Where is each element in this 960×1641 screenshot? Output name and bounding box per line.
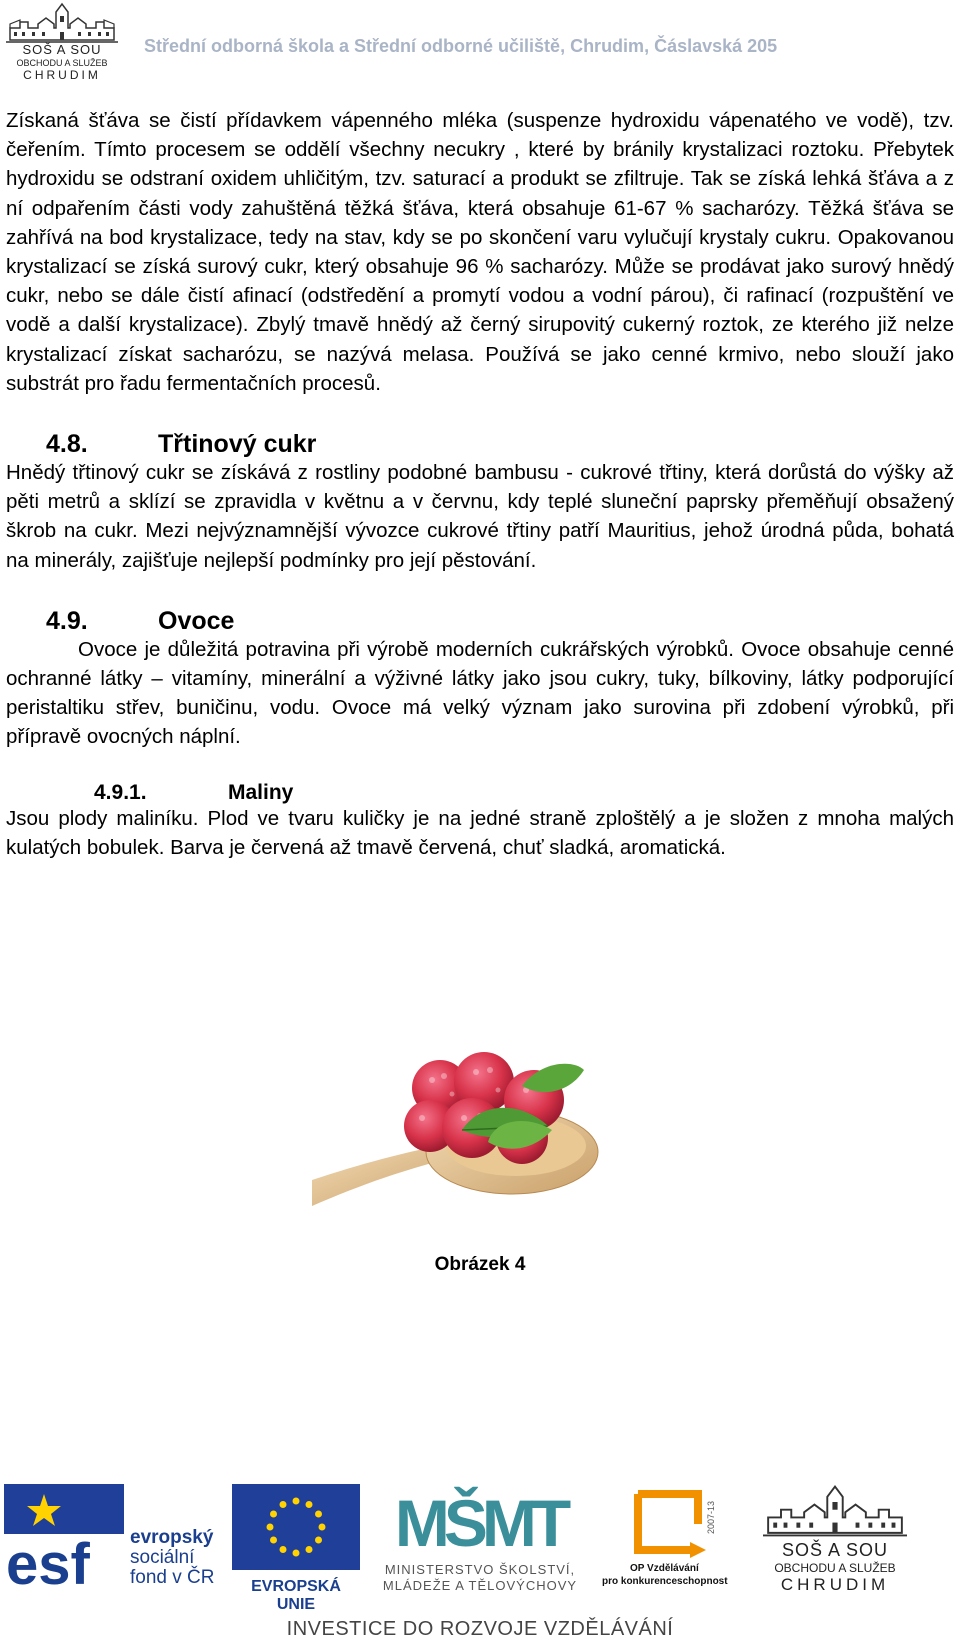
- msmt-logo-icon: [370, 1484, 590, 1554]
- investice-slogan: INVESTICE DO ROZVOJE VZDĚLÁVÁNÍ: [286, 1618, 674, 1640]
- paragraph-sugar-purification: Získaná šťáva se čistí přídavkem vápenného mléka (suspenze hydroxidu vápenatého ve vodě), tzv. čeřením. Tímto procesem se oddělí všechny necukry , které by bránily krystalizaci roztoku. Přebytek hydroxidu se odstraní oxidem uhličitým, tzv. saturací a produkt se zfiltruje. Tak se získá lehká šťáva a z ní odpařením části vody zahuštěná těžká šťáva, která obsahuje 61-67 % sacharózy. Těžká šťáva se zahřívá na bod krystalizace, tedy na stav, kdy se po skončení varu vylučují krystaly cukru. Opakovanou krystalizací se získá surový cukr, který obsahuje 96 % sacharózy. Může se prodávat jako surový hnědý cukr, nebo se dále čistí afinací (odstředění a promytí vodou a vodní párou), či rafinací (rozpuštění ve vodě a další krystalizace). Zbylý tmavě hnědý až černý sirupovitý cukerný roztok, ze kterého již nelze krystalizací získat sacharózu, se nazývá melasa. Používá se jako cenné krmivo, nebo slouží jako substrát pro řadu fermentačních procesů.: [6, 109, 954, 395]
- logo-text-line1: SOŠ A SOU: [22, 42, 102, 57]
- op-line1: OP Vzdělávání: [630, 1563, 699, 1574]
- svg-text:2007-13: 2007-13: [706, 1500, 716, 1534]
- logo-text-line3: CHRUDIM: [23, 68, 101, 82]
- svg-text:MŠMT: MŠMT: [394, 1486, 566, 1554]
- school-logo: [6, 2, 118, 82]
- eu-logo: [232, 1484, 362, 1613]
- svg-text:esf: esf: [6, 1532, 90, 1594]
- paragraph-fruit: Ovoce je důležitá potravina při výrobě moderních cukrářských výrobků. Ovoce obsahuje cenné ochranné látky – vitamíny, minerální a výživné látky jako jsou cukry, tuky, bílkoviny, látky podporující peristaltiku střev, buničinu, vodu. Ovoce má velký význam jako surovina při zdobení výrobků, při přípravě ovocných náplní.: [6, 637, 954, 749]
- document-body: [6, 106, 954, 862]
- chateau-logo-icon: [760, 1484, 910, 1538]
- sos-line1: SOŠ A SOU: [781, 1540, 889, 1560]
- sos-line2: OBCHODU A SLUŽEB: [774, 1561, 896, 1575]
- esf-logo: [4, 1484, 224, 1594]
- eu-label: EVROPSKÁ UNIE: [251, 1578, 341, 1613]
- page-header: [0, 0, 960, 84]
- op-line2: pro konkurenceschopnost: [602, 1576, 728, 1587]
- paragraph-raspberries: Jsou plody maliníku. Plod ve tvaru kuličky je na jedné straně zploštělý a je složen z mnoha malých kulatých bobulek. Barva je červená až tmavě červená, chuť sladká, aromatická.: [6, 806, 954, 859]
- subsection-title: Maliny: [228, 780, 294, 804]
- school-name: Střední odborná škola a Střední odborné učiliště, Chrudim, Čáslavská 205: [144, 36, 778, 56]
- msmt-line2: MLÁDEŽE A TĚLOVÝCHOVY: [382, 1578, 578, 1593]
- eu-flag-icon: [232, 1484, 360, 1570]
- sos-logo: [760, 1484, 910, 1596]
- section-number: 4.9.: [46, 606, 88, 635]
- op-logo: [598, 1484, 738, 1594]
- msmt-line1: MINISTERSTVO ŠKOLSTVÍ,: [384, 1562, 576, 1577]
- raspberry-image: [312, 1030, 624, 1238]
- section-title: Ovoce: [158, 606, 235, 635]
- chateau-logo-icon: [6, 2, 118, 44]
- subsection-number: 4.9.1.: [94, 780, 147, 804]
- paragraph-cane-sugar: Hnědý třtinový cukr se získává z rostliny podobné bambusu - cukrové třtiny, která dorůstá do výšky až pěti metrů a sklízí se zpravidla v květnu a v červnu, kdy teplé sluneční paprsky přeměňují obsažený škrob na cukr. Mezi nejvýznamnější vývozce cukrové třtiny patří Mauritius, jehož úrodná půda, bohatá na minerály, zajišťuje nejlepší podmínky pro její pěstování.: [6, 461, 954, 572]
- logo-text-line2: OBCHODU A SLUŽEB: [16, 58, 108, 68]
- section-number: 4.8.: [46, 430, 88, 459]
- msmt-logo: [370, 1484, 590, 1596]
- esf-line2: sociální: [130, 1547, 195, 1568]
- op-logo-icon: [598, 1484, 738, 1560]
- esf-line1: evropský: [130, 1527, 214, 1548]
- section-title: Třtinový cukr: [158, 430, 317, 459]
- esf-logo-icon: [4, 1484, 124, 1594]
- esf-line3: fond v ČR: [130, 1567, 215, 1588]
- sos-line3: CHRUDIM: [780, 1575, 890, 1594]
- figure-caption: Obrázek 4: [434, 1254, 526, 1275]
